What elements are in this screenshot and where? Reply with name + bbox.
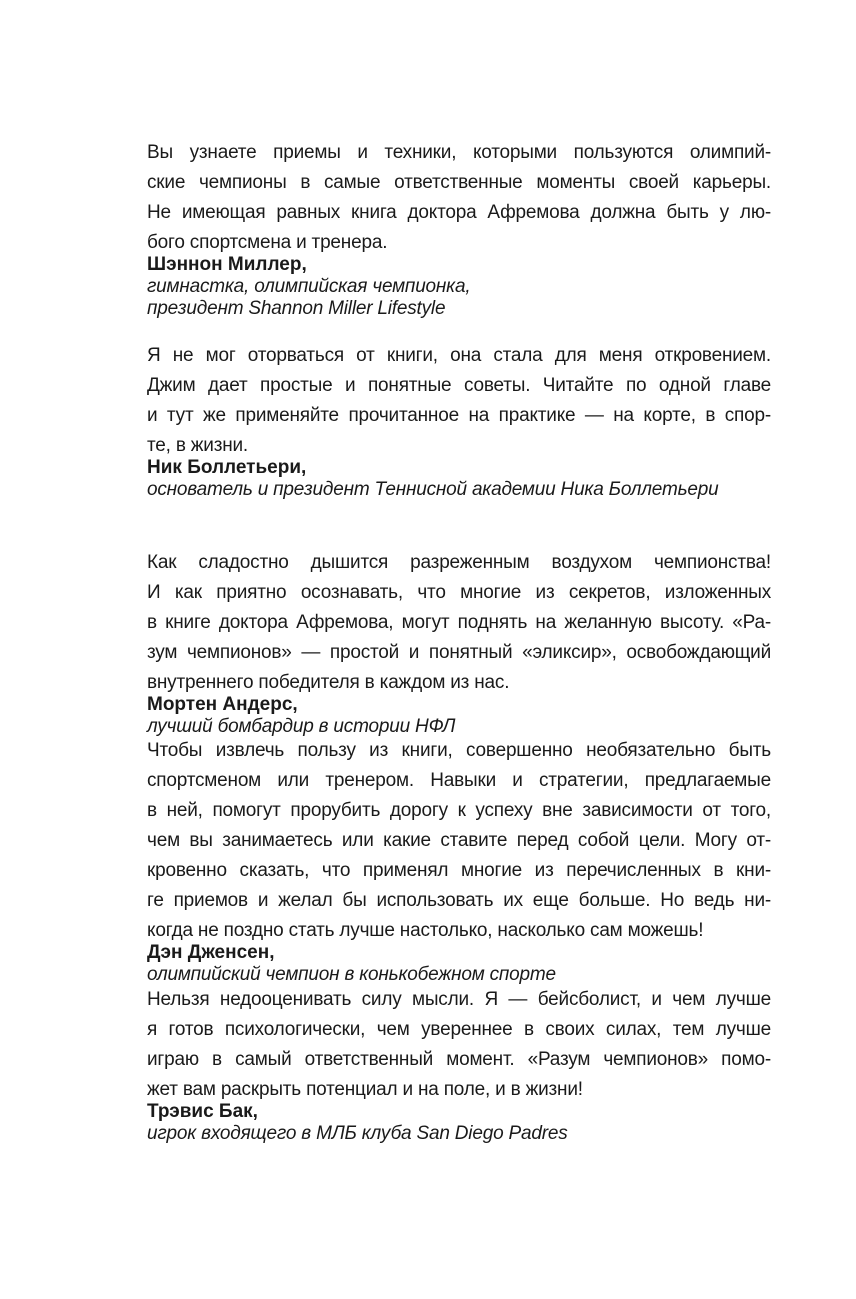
quote-line: ге приемов и желал бы использовать их еще больше. Но ведь ни- — [147, 890, 771, 911]
quote-line: бого спортсмена и тренера. — [147, 232, 388, 253]
quote-line: зум чемпионов» — простой и понятный «эликсир», освобождающий — [147, 642, 771, 663]
quote-line: спортсменом или тренером. Навыки и стратегии, предлагаемые — [147, 770, 771, 791]
quote-line: Я не мог оторваться от книги, она стала для меня откровением. — [147, 345, 771, 366]
author-role: гимнастка, олимпийская чемпионка, — [147, 276, 471, 297]
testimonial — [147, 142, 771, 320]
quote-line: те, в жизни. — [147, 435, 249, 456]
quote-line: в книге доктора Афремова, могут поднять на желанную высоту. «Ра- — [147, 612, 771, 633]
quote-line: когда не поздно стать лучше настолько, насколько сам можешь! — [147, 920, 704, 941]
author-role: основатель и президент Теннисной академии Ника Боллетьери — [147, 479, 719, 500]
quote-line: и тут же применяйте прочитанное на практике — на корте, в спор- — [147, 405, 771, 426]
testimonial — [147, 989, 771, 1145]
quote-line: я готов психологически, чем увереннее в своих силах, тем лучше — [147, 1019, 771, 1040]
testimonial — [147, 552, 771, 738]
quote-line: Как сладостно дышится разреженным воздухом чемпионства! — [147, 552, 771, 573]
author-name: Трэвис Бак, — [147, 1101, 258, 1122]
quote-line: в ней, помогут прорубить дорогу к успеху вне зависимости от того, — [147, 800, 771, 821]
author-role: президент Shannon Miller Lifestyle — [147, 298, 446, 319]
quote-line: Вы узнаете приемы и техники, которыми пользуются олимпий- — [147, 142, 771, 163]
author-name: Мортен Андерс, — [147, 694, 298, 715]
author-role: игрок входящего в МЛБ клуба San Diego Padres — [147, 1123, 568, 1144]
quote-line: ские чемпионы в самые ответственные моменты своей карьеры. — [147, 172, 771, 193]
quote-line: Нельзя недооценивать силу мысли. Я — бейсболист, и чем лучше — [147, 989, 771, 1010]
author-name: Ник Боллетьери, — [147, 457, 307, 478]
quote-line: играю в самый ответственный момент. «Разум чемпионов» помо- — [147, 1049, 771, 1070]
testimonial — [147, 740, 771, 986]
quote-line: кровенно сказать, что применял многие из перечисленных в кни- — [147, 860, 771, 881]
author-name: Дэн Дженсен, — [147, 942, 275, 963]
author-role: лучший бомбардир в истории НФЛ — [147, 716, 456, 737]
quote-line: И как приятно осознавать, что многие из секретов, изложенных — [147, 582, 771, 603]
quote-line: чем вы занимаетесь или какие ставите перед собой цели. Могу от- — [147, 830, 771, 851]
author-role: олимпийский чемпион в конькобежном спорте — [147, 964, 556, 985]
author-name: Шэннон Миллер, — [147, 254, 307, 275]
quote-line: Не имеющая равных книга доктора Афремова должна быть у лю- — [147, 202, 771, 223]
quote-line: жет вам раскрыть потенциал и на поле, и в жизни! — [147, 1079, 583, 1100]
quote-line: Чтобы извлечь пользу из книги, совершенно необязательно быть — [147, 740, 771, 761]
quote-line: Джим дает простые и понятные советы. Читайте по одной главе — [147, 375, 771, 396]
testimonial — [147, 345, 771, 501]
quote-line: внутреннего победителя в каждом из нас. — [147, 672, 510, 693]
